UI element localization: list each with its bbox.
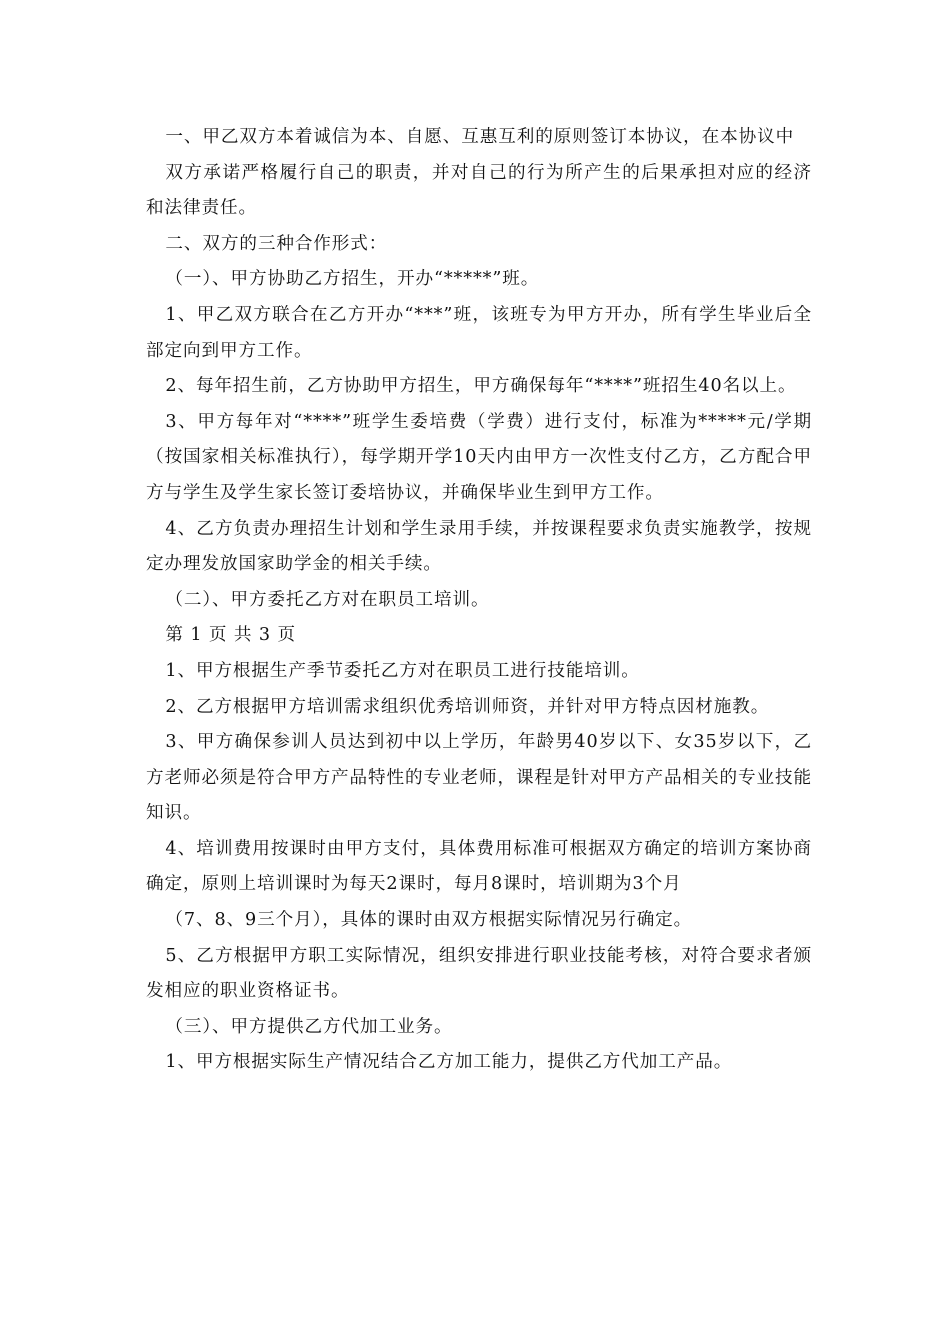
clause-1: 一、甲乙双方本着诚信为本、自愿、互惠互利的原则签订本协议，在本协议中 <box>165 127 795 147</box>
section-1-heading: （一）、甲方协助乙方招生，开办“*****”班。 <box>165 269 540 290</box>
section-2-item-4-continued: （7、8、9三个月），具体的课时由双方根据实际情况另行确定。 <box>165 910 693 931</box>
section-2-item-1: 1、甲方根据生产季节委托乙方对在职员工进行技能培训。 <box>165 660 640 681</box>
section-3-heading: （三）、甲方提供乙方代加工业务。 <box>165 1016 453 1037</box>
section-2-item-2: 2、乙方根据甲方培训需求组织优秀培训师资，并针对甲方特点因材施教。 <box>165 696 770 717</box>
document-body <box>146 120 812 1081</box>
section-2-heading: （二）、甲方委托乙方对在职员工培训。 <box>165 589 490 610</box>
section-1-item-1: 1、甲乙双方联合在乙方开办“***”班，该班专为甲方开办，所有学生毕业后全部定向到甲方工作。 <box>146 304 812 361</box>
section-1-item-2: 2、每年招生前，乙方协助甲方招生，甲方确保每年“****”班招生40名以上。 <box>165 376 797 397</box>
page-number: 第 1 页 共 3 页 <box>165 625 296 646</box>
section-1-item-4: 4、乙方负责办理招生计划和学生录用手续，并按课程要求负责实施教学，按规定办理发放国家助学金的相关手续。 <box>146 518 812 575</box>
section-2-item-3: 3、甲方确保参训人员达到初中以上学历，年龄男40岁以下、女35岁以下，乙方老师必须是符合甲方产品特性的专业老师，课程是针对甲方产品相关的专业技能知识。 <box>146 732 812 824</box>
section-3-item-1: 1、甲方根据实际生产情况结合乙方加工能力，提供乙方代加工产品。 <box>165 1052 733 1073</box>
clause-1-continued: 双方承诺严格履行自己的职责，并对自己的行为所产生的后果承担对应的经济和法律责任。 <box>146 162 812 219</box>
section-2-item-4: 4、培训费用按课时由甲方支付，具体费用标准可根据双方确定的培训方案协商确定，原则上培训课时为每天2课时，每月8课时，培训期为3个月 <box>146 838 812 895</box>
section-2-item-5: 5、乙方根据甲方职工实际情况，组织安排进行职业技能考核，对符合要求者颁发相应的职业资格证书。 <box>146 945 812 1002</box>
section-1-item-3: 3、甲方每年对“****”班学生委培费（学费）进行支付，标准为*****元/学期（按国家相关标准执行），每学期开学10天内由甲方一次性支付乙方，乙方配合甲方与学生及学生家长签订委培协议，并确保毕业生到甲方工作。 <box>146 411 812 503</box>
clause-2-heading: 二、双方的三种合作形式： <box>165 233 388 254</box>
